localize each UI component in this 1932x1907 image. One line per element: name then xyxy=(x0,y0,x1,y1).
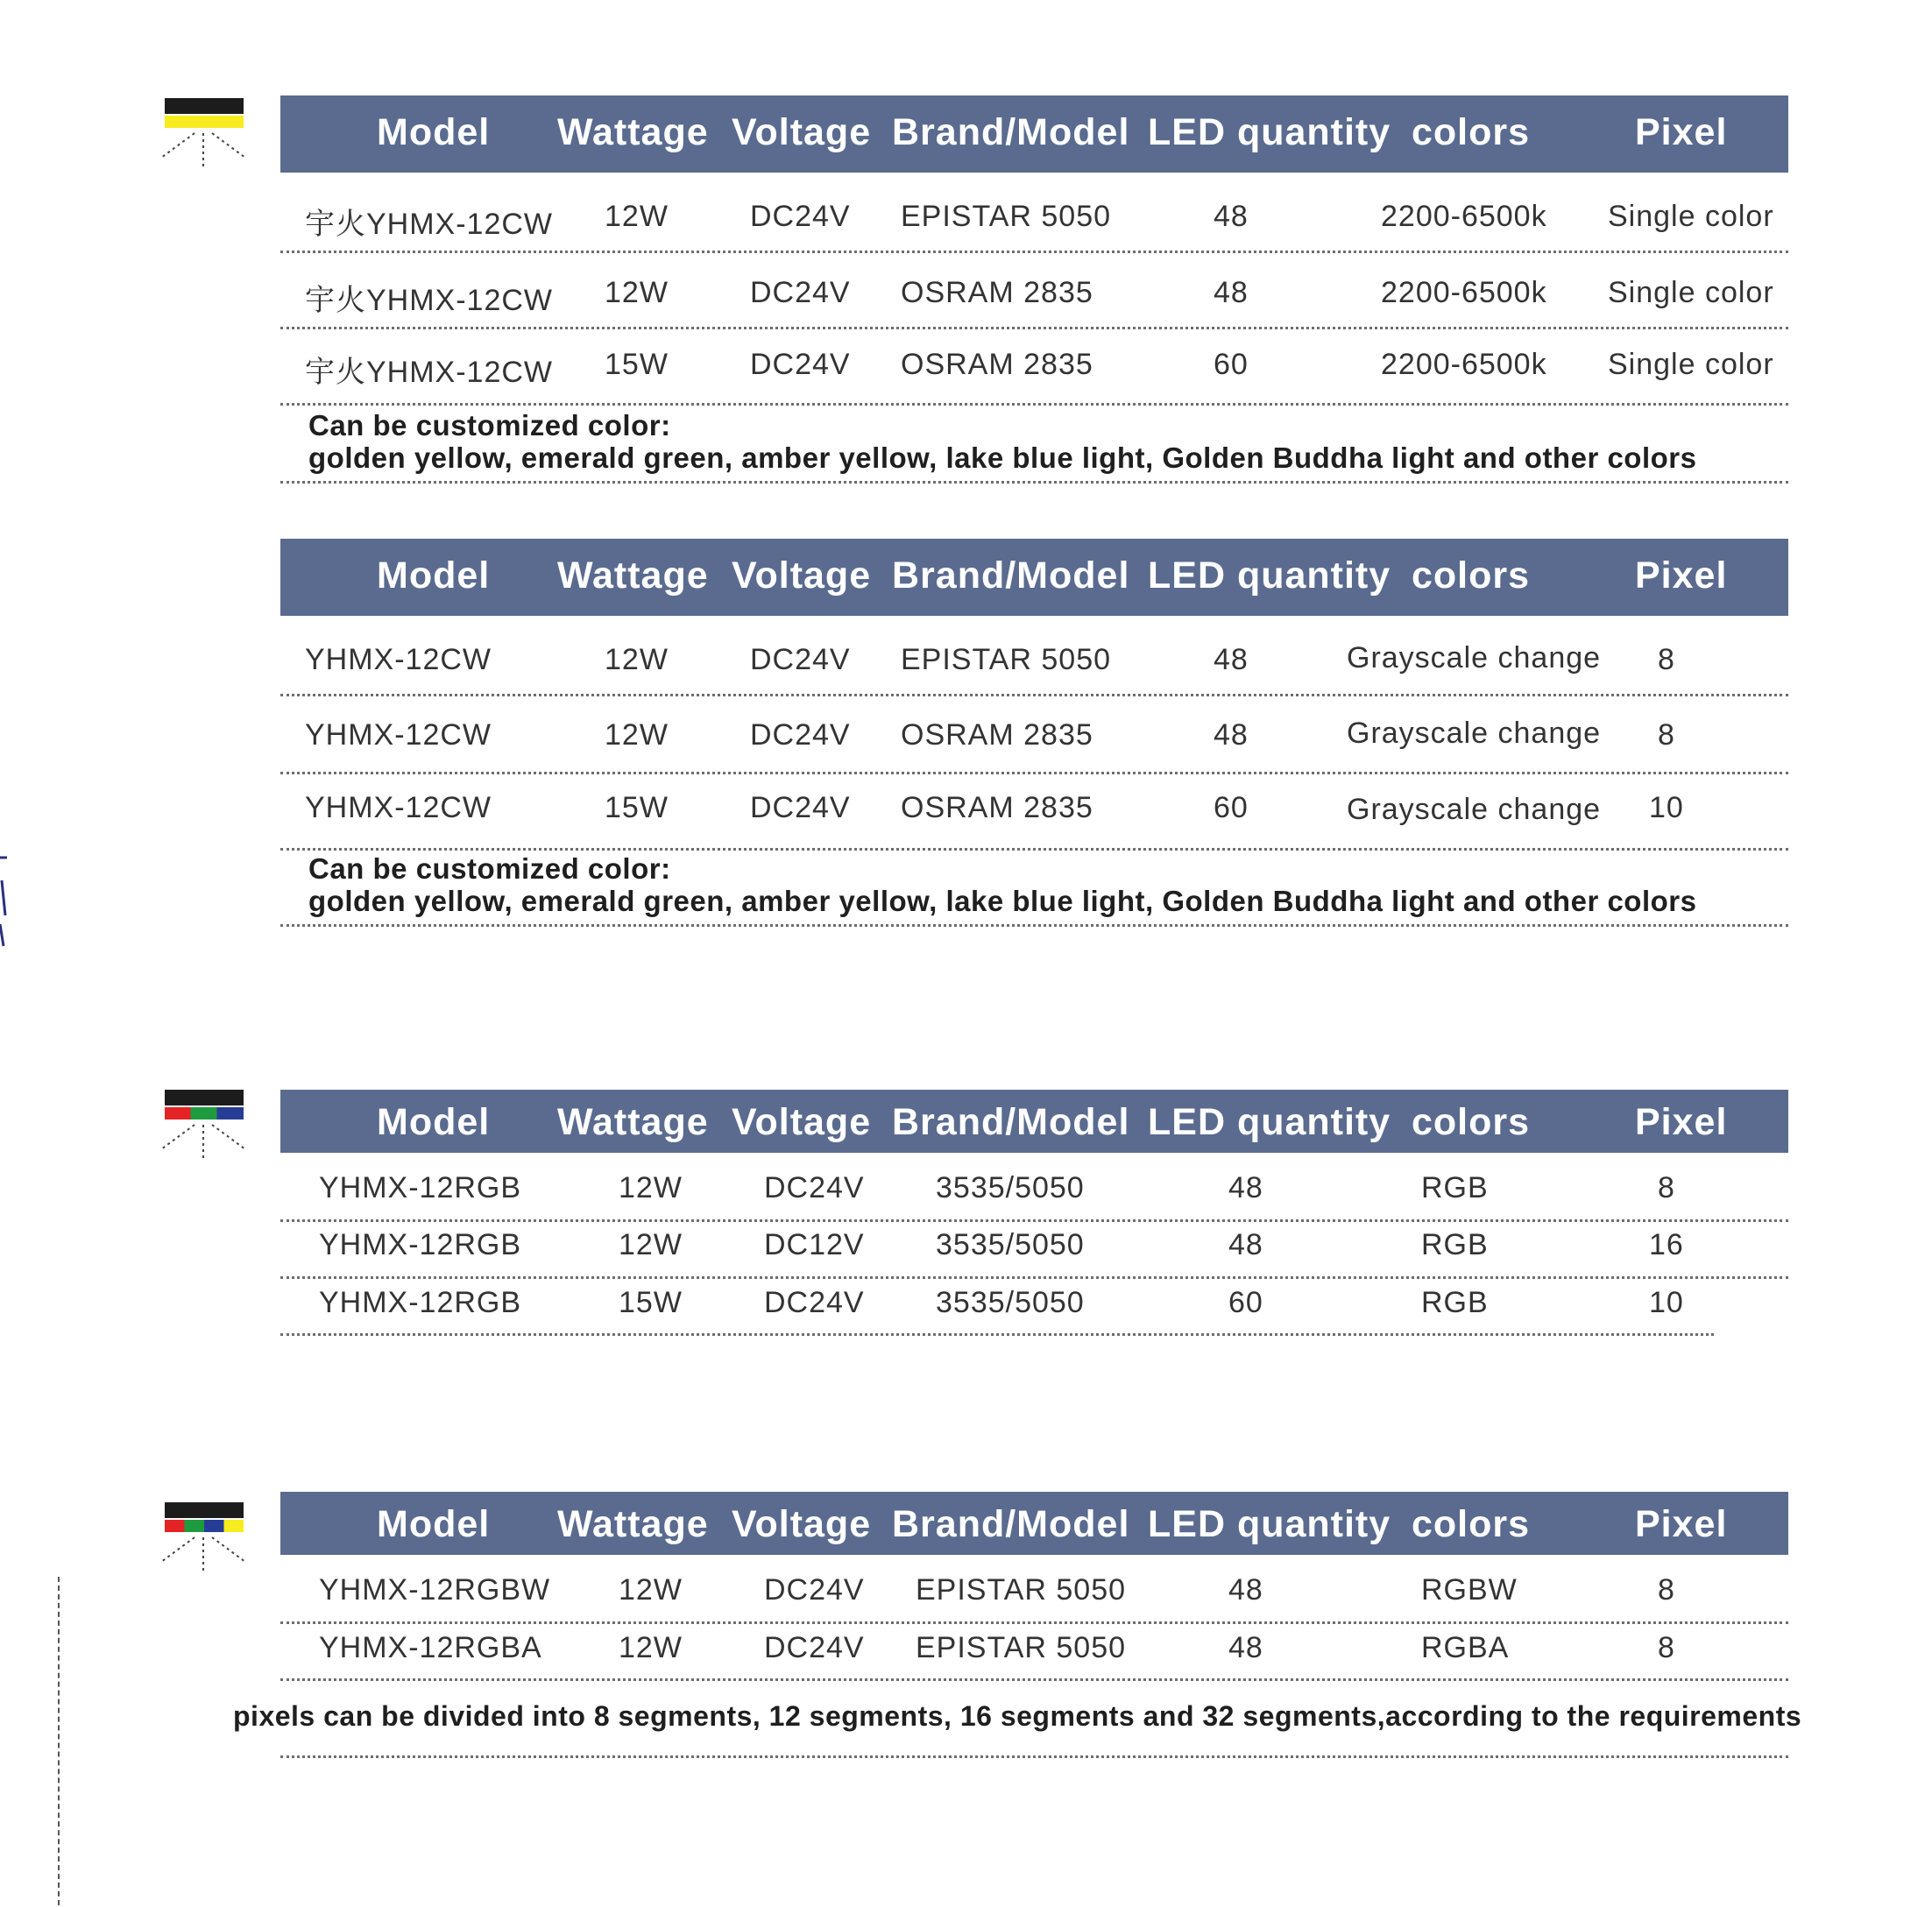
cell-brand: EPISTAR 5050 xyxy=(901,643,1112,676)
strip-black-band xyxy=(165,1502,244,1518)
note-title: Can be customized color: xyxy=(308,409,671,441)
cell-voltage: DC24V xyxy=(750,643,851,676)
cell-pixel: Single color xyxy=(1608,348,1774,381)
cell-wattage: 12W xyxy=(619,1573,683,1607)
cell-voltage: DC24V xyxy=(750,348,851,381)
cell-led-quantity: 60 xyxy=(1228,1286,1263,1319)
cell-brand: EPISTAR 5050 xyxy=(916,1573,1127,1607)
cell-wattage: 15W xyxy=(605,348,669,381)
cell-model: YHMX-12RGBW xyxy=(319,1573,551,1607)
row-divider xyxy=(280,1219,1788,1222)
cell-model: YHMX-12CW xyxy=(305,643,492,676)
header-brand: Brand/Model xyxy=(892,1101,1130,1143)
cell-led-quantity: 48 xyxy=(1214,276,1249,309)
cell-wattage: 12W xyxy=(619,1631,683,1664)
cell-voltage: DC24V xyxy=(750,276,851,309)
row-divider xyxy=(280,403,1788,406)
cell-wattage: 12W xyxy=(605,200,669,233)
cell-wattage: 12W xyxy=(605,718,669,752)
edge-mark-icon xyxy=(0,854,12,950)
cell-pixel: Single color xyxy=(1608,276,1774,309)
cell-voltage: DC24V xyxy=(764,1171,865,1204)
cell-model: YHMX-12RGB xyxy=(319,1286,522,1319)
row-divider xyxy=(280,694,1788,696)
header-led-quantity: LED quantity xyxy=(1148,1503,1391,1545)
header-model: Model xyxy=(377,554,491,597)
cell-brand: 3535/5050 xyxy=(936,1228,1085,1261)
cell-model: YHMX-12RGBA xyxy=(319,1631,542,1664)
light-rays-icon xyxy=(159,130,247,170)
cell-brand: OSRAM 2835 xyxy=(901,276,1093,309)
cell-led-quantity: 48 xyxy=(1228,1573,1263,1607)
header-voltage: Voltage xyxy=(732,554,872,597)
note-title: Can be customized color: xyxy=(308,852,671,885)
cell-led-quantity: 48 xyxy=(1228,1171,1263,1204)
row-divider xyxy=(280,1678,1788,1681)
header-voltage: Voltage xyxy=(732,111,872,153)
row-divider xyxy=(280,1276,1788,1279)
strip-black-band xyxy=(165,1090,244,1105)
cell-model: 宇火YHMX-12CW xyxy=(305,284,554,317)
cell-model: YHMX-12CW xyxy=(305,791,492,824)
cell-colors: RGB xyxy=(1421,1228,1489,1261)
note-body: golden yellow, emerald green, amber yellow, lake blue light, Golden Buddha light and other colors xyxy=(308,885,1697,917)
row-divider xyxy=(280,327,1788,329)
header-voltage: Voltage xyxy=(732,1503,872,1545)
cell-led-quantity: 60 xyxy=(1214,348,1249,381)
cell-brand: EPISTAR 5050 xyxy=(901,200,1112,233)
cell-pixel: Single color xyxy=(1608,200,1774,233)
cell-wattage: 12W xyxy=(619,1228,683,1261)
cell-model: YHMX-12RGB xyxy=(319,1228,522,1261)
cell-wattage: 15W xyxy=(605,791,669,824)
cell-wattage: 12W xyxy=(605,643,669,676)
cell-brand: OSRAM 2835 xyxy=(901,791,1093,824)
header-wattage: Wattage xyxy=(557,1101,709,1143)
cell-colors: 2200-6500k xyxy=(1381,348,1547,381)
header-wattage: Wattage xyxy=(557,554,709,597)
cell-model: YHMX-12CW xyxy=(305,718,492,752)
rgbw-strip-icon xyxy=(159,1502,247,1572)
cell-led-quantity: 48 xyxy=(1228,1228,1263,1261)
cell-brand: 3535/5050 xyxy=(936,1171,1085,1204)
header-led-quantity: LED quantity xyxy=(1148,111,1391,153)
header-led-quantity: LED quantity xyxy=(1148,1101,1391,1143)
header-colors: colors xyxy=(1412,1101,1531,1143)
cell-led-quantity: 48 xyxy=(1214,200,1249,233)
row-divider xyxy=(280,772,1788,774)
header-colors: colors xyxy=(1412,554,1531,597)
cell-colors: 2200-6500k xyxy=(1381,200,1547,233)
cell-colors: Grayscale change xyxy=(1347,641,1602,675)
cell-colors: RGB xyxy=(1421,1171,1489,1204)
table-header xyxy=(280,1090,1788,1153)
light-rays-icon xyxy=(159,1534,247,1574)
cell-voltage: DC24V xyxy=(764,1573,865,1607)
cell-pixel: 8 xyxy=(1658,643,1675,676)
row-divider xyxy=(280,848,1788,851)
row-divider xyxy=(280,1621,1788,1624)
header-model: Model xyxy=(377,1101,491,1143)
strip-black-band xyxy=(165,98,244,114)
cell-pixel: 8 xyxy=(1658,1631,1675,1664)
cell-voltage: DC24V xyxy=(750,200,851,233)
strip-rgb-band xyxy=(165,1107,244,1119)
cell-voltage: DC24V xyxy=(764,1631,865,1664)
cell-model: 宇火YHMX-12CW xyxy=(305,356,554,389)
cell-brand: OSRAM 2835 xyxy=(901,718,1093,752)
row-divider xyxy=(280,924,1788,927)
cell-brand: EPISTAR 5050 xyxy=(916,1631,1127,1664)
header-model: Model xyxy=(377,1503,491,1545)
row-divider xyxy=(280,481,1788,484)
cell-brand: 3535/5050 xyxy=(936,1286,1085,1319)
cell-model: YHMX-12RGB xyxy=(319,1171,522,1204)
strip-yellow-band xyxy=(165,116,244,128)
header-brand: Brand/Model xyxy=(892,1503,1130,1545)
cell-led-quantity: 60 xyxy=(1214,791,1249,824)
cell-wattage: 12W xyxy=(619,1171,683,1204)
cell-voltage: DC24V xyxy=(764,1286,865,1319)
edge-dashed-line xyxy=(58,1577,60,1905)
header-colors: colors xyxy=(1412,1503,1531,1545)
note-body: pixels can be divided into 8 segments, 12 segments, 16 segments and 32 segments,according to the requirements xyxy=(233,1700,1802,1732)
cell-pixel: 8 xyxy=(1658,718,1675,752)
row-divider xyxy=(280,1755,1788,1758)
note-body: golden yellow, emerald green, amber yellow, lake blue light, Golden Buddha light and other colors xyxy=(308,441,1697,474)
header-brand: Brand/Model xyxy=(892,554,1130,597)
rgb-strip-icon xyxy=(159,1090,247,1160)
cell-model: 宇火YHMX-12CW xyxy=(305,208,554,241)
cell-colors: RGB xyxy=(1421,1286,1489,1319)
header-wattage: Wattage xyxy=(557,1503,709,1545)
header-model: Model xyxy=(377,111,491,153)
cell-brand: OSRAM 2835 xyxy=(901,348,1093,381)
header-colors: colors xyxy=(1412,111,1531,153)
single-color-strip-icon xyxy=(159,98,247,168)
cell-led-quantity: 48 xyxy=(1214,643,1249,676)
cell-colors: 2200-6500k xyxy=(1381,276,1547,309)
table-header xyxy=(280,539,1788,616)
cell-pixel: 16 xyxy=(1649,1228,1684,1261)
cell-pixel: 10 xyxy=(1649,1286,1684,1319)
cell-voltage: DC24V xyxy=(750,718,851,752)
cell-colors: RGBW xyxy=(1421,1573,1518,1607)
light-rays-icon xyxy=(159,1121,247,1162)
header-brand: Brand/Model xyxy=(892,111,1130,153)
cell-colors: Grayscale change xyxy=(1347,793,1602,826)
cell-pixel: 10 xyxy=(1649,791,1684,824)
cell-wattage: 15W xyxy=(619,1286,683,1319)
cell-led-quantity: 48 xyxy=(1228,1631,1263,1664)
header-wattage: Wattage xyxy=(557,111,709,153)
header-pixel: Pixel xyxy=(1635,1503,1728,1545)
cell-colors: Grayscale change xyxy=(1347,717,1602,750)
cell-led-quantity: 48 xyxy=(1214,718,1249,752)
cell-voltage: DC12V xyxy=(764,1228,865,1261)
table-header xyxy=(280,95,1788,173)
cell-wattage: 12W xyxy=(605,276,669,309)
header-pixel: Pixel xyxy=(1635,1101,1728,1143)
cell-colors: RGBA xyxy=(1421,1631,1510,1664)
row-divider xyxy=(280,1333,1714,1336)
strip-rgbw-band xyxy=(165,1520,244,1532)
cell-pixel: 8 xyxy=(1658,1573,1675,1607)
header-voltage: Voltage xyxy=(732,1101,872,1143)
table-header xyxy=(280,1492,1788,1555)
header-led-quantity: LED quantity xyxy=(1148,554,1391,597)
header-pixel: Pixel xyxy=(1635,554,1728,597)
header-pixel: Pixel xyxy=(1635,111,1728,153)
row-divider xyxy=(280,251,1788,253)
cell-voltage: DC24V xyxy=(750,791,851,824)
cell-pixel: 8 xyxy=(1658,1171,1675,1204)
